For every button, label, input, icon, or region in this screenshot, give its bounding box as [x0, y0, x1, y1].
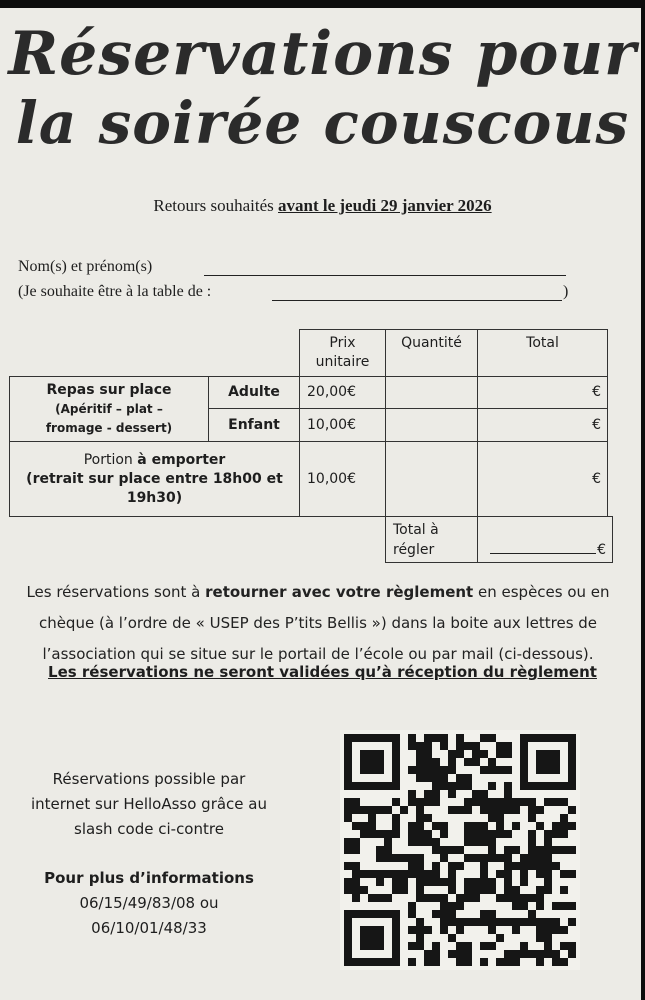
title-line-2: la soirée couscous — [15, 89, 630, 157]
contact-heading: Pour plus d’informations — [44, 869, 254, 887]
repas-sur-place-cell — [9, 376, 209, 442]
header-price-line1: Prix — [329, 335, 356, 351]
row-enfant-price: 10,00€ — [299, 408, 386, 442]
total-label1: Total à — [393, 522, 439, 538]
table-preference-field[interactable] — [272, 283, 562, 301]
header-quantity: Quantité — [385, 329, 478, 377]
total-amount-cell[interactable] — [477, 516, 613, 563]
online-info: Réservations possible par internet sur HelloAsso grâce au slash code ci-contre — [30, 770, 267, 838]
contact-phone-1: 06/15/49/83/08 ou — [79, 894, 219, 912]
repas-label: Repas sur place — [46, 381, 172, 398]
helloasso-qr-code[interactable] — [340, 730, 580, 980]
row-adulte-quantity[interactable] — [385, 376, 478, 409]
row-enfant-category: Enfant — [208, 408, 300, 442]
emporter-quantity[interactable] — [385, 441, 478, 517]
header-unit-price — [299, 329, 386, 377]
name-field[interactable] — [204, 258, 566, 276]
deadline — [0, 196, 645, 216]
validation-note: Les réservations ne seront validées qu’à réception du règlement — [48, 663, 597, 681]
emporter-cell — [9, 441, 300, 517]
instructions-line2: chèque (à l’ordre de « USEP des P’tits Bellis ») dans la boite aux lettres de — [38, 614, 598, 632]
emporter-line1b: à emporter — [137, 451, 226, 468]
repas-sub1: (Apéritif – plat – — [55, 401, 163, 416]
total-currency: € — [597, 542, 606, 558]
deadline-date: avant le jeudi 29 janvier 2026 — [278, 196, 492, 215]
total-label2: régler — [393, 542, 435, 558]
header-price-line2: unitaire — [315, 354, 370, 370]
table-preference-label: (Je souhaite être à la table de : — [18, 283, 212, 300]
emporter-total[interactable]: € — [477, 441, 608, 517]
total-amount-underline — [490, 553, 596, 554]
name-label: Nom(s) et prénom(s) — [18, 258, 153, 275]
row-enfant-total[interactable]: € — [477, 408, 608, 442]
emporter-price: 10,00€ — [299, 441, 386, 517]
header-total: Total — [477, 329, 608, 377]
contact-phone-2: 06/10/01/48/33 — [91, 919, 207, 937]
instructions-line3: l’association qui se situe sur le portail de l’école ou par mail (ci-dessous). — [42, 645, 594, 663]
top-dark-edge — [0, 0, 645, 8]
emporter-line2: (retrait sur place entre 18h00 et — [26, 470, 283, 487]
row-enfant-quantity[interactable] — [385, 408, 478, 442]
emporter-line3: 19h30) — [126, 489, 183, 506]
table-preference-close: ) — [563, 283, 569, 300]
row-adulte-total[interactable]: € — [477, 376, 608, 409]
emporter-line1a: Portion — [83, 451, 138, 468]
instructions: Les réservations sont à retourner avec votre règlement en espèces ou en chèque (à l’ordre de « USEP des P’tits Bellis ») dans la boite aux lettres de l’association qui se situe sur le portail de l’école ou par mail (ci-dessous). — [26, 583, 610, 663]
qr-modules — [340, 730, 580, 970]
repas-sub2: fromage - dessert) — [45, 420, 173, 435]
total-label-cell — [385, 516, 478, 563]
deadline-prefix: Retours souhaités — [153, 196, 279, 215]
title-line-1: Réservations pour — [8, 19, 637, 89]
contact-info — [14, 866, 284, 941]
row-adulte-price: 20,00€ — [299, 376, 386, 409]
row-adulte-category: Adulte — [208, 376, 300, 409]
